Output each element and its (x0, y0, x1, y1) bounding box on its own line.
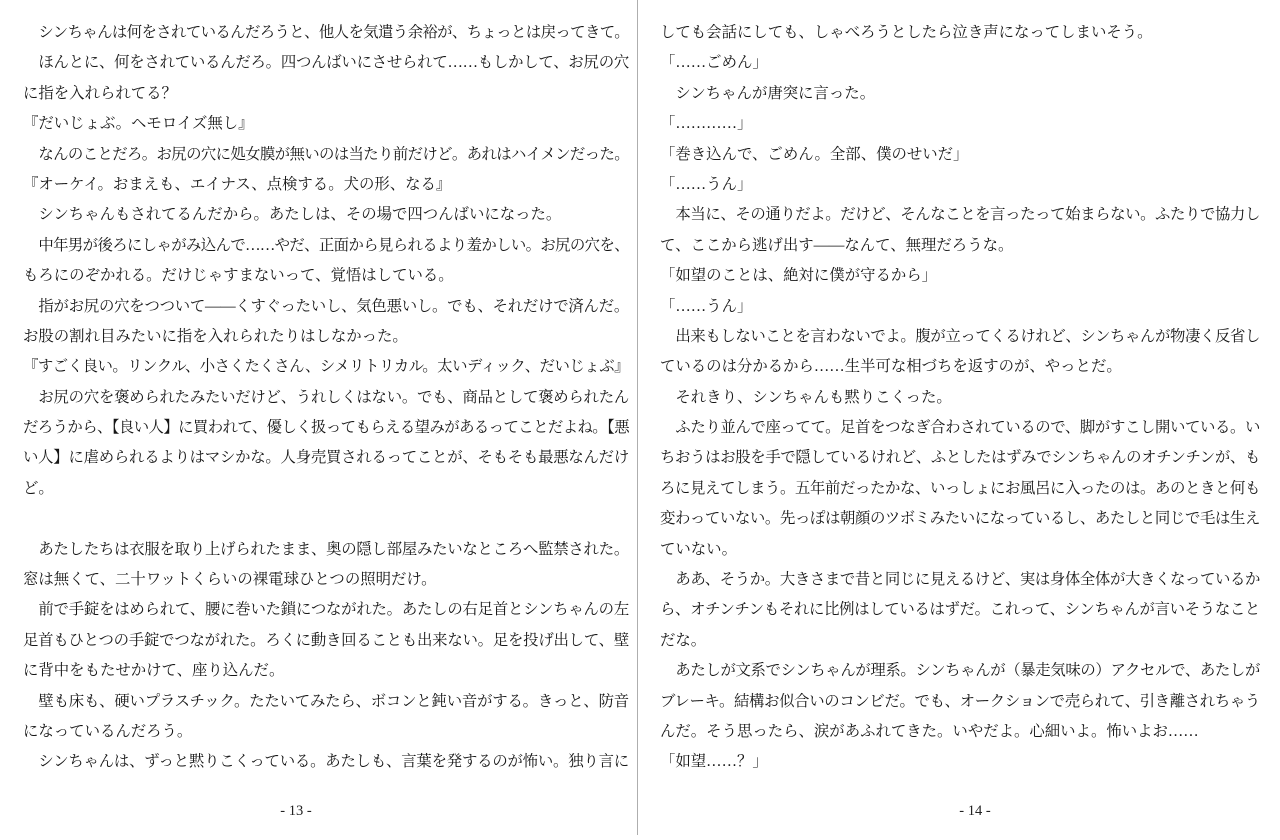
text-line: 「……うん」 (660, 175, 753, 193)
text-line: ろに見えてしまう。五年前だったかな、いっしょにお風呂に入ったのは。あのときと何も (660, 479, 1260, 497)
text-line: だろうから、【良い人】に買われて、優しく扱ってもらえる望みがあるってことだよね。【悪 (23, 419, 630, 437)
text-line: 中年男が後ろにしゃがみ込んで……やだ、正面から見られるより羞かしい。お尻の穴を、 (38, 236, 629, 254)
text-line: ふたり並んで座ってて。足首をつなぎ合わされているので、脚がすこし開いている。い (675, 419, 1260, 437)
page-13 (23, 18, 629, 778)
text-line (23, 504, 629, 534)
page-14-text (660, 18, 1260, 778)
text-line: 前で手錠をはめられて、腰に巻いた鎖につながれた。あたしの右足首とシンちゃんの左 (38, 601, 630, 619)
text-line: 「如望……？」 (660, 753, 768, 771)
text-line: 壁も床も、硬いプラスチック。たたいてみたら、ボコンと鈍い音がする。きっと、防音 (38, 692, 629, 710)
text-line: お尻の穴を褒められたみたいだけど、うれしくはない。でも、商品として褒められたん (38, 388, 629, 406)
text-line: 窓は無くて、二十ワットくらいの裸電球ひとつの照明だけ。 (23, 571, 437, 589)
text-line: 『すごく良い。リンクル、小さくたくさん、シメリトリカル。太いディック、だいじょぶ』 (23, 358, 629, 376)
text-line: 「巻き込んで、ごめん。全部、僕のせいだ」 (660, 145, 969, 163)
text-line: ど。 (23, 479, 54, 497)
text-line: シンちゃんは、ずっと黙りこくっている。あたしも、言葉を発するのが怖い。独り言に (38, 753, 629, 771)
text-line: 「如望のことは、絶対に僕が守るから」 (660, 267, 938, 285)
text-line: て、ここから逃げ出す――なんて、無理だろうな。 (660, 236, 1014, 254)
text-line: ああ、そうか。大きさまで昔と同じに見えるけど、実は身体全体が大きくなっているか (675, 571, 1260, 589)
text-line: ているのは分かるから……生半可な相づちを返すのが、やっとだ。 (660, 358, 1122, 376)
text-line: 足首もひとつの手錠でつながれた。ろくに動き回ることも出来ない。足を投げ出して、壁 (23, 631, 630, 649)
text-line: あたしたちは衣服を取り上げられたまま、奥の隠し部屋みたいなところへ監禁された。 (38, 540, 629, 558)
text-line: ちおうはお股を手で隠しているけれど、ふとしたはずみでシンちゃんのオチンチンが、も (660, 449, 1260, 467)
text-line: い人】に虐められるよりはマシかな。人身売買されるってことが、そもそも最悪なんだけ (23, 449, 629, 467)
text-line: 「…………」 (660, 115, 753, 133)
text-line: んだ。そう思ったら、涙があふれてきた。いやだよ。心細いよ。怖いよお…… (660, 722, 1199, 740)
text-line: あたしが文系でシンちゃんが理系。シンちゃんが（暴走気味の）アクセルで、あたしが (675, 662, 1260, 680)
text-line: ていない。 (660, 540, 737, 558)
text-line: シンちゃんもされてるんだから。あたしは、その場で四つんばいになった。 (38, 206, 562, 224)
text-line: ほんとに、何をされているんだろ。四つんばいにさせられて……もしかして、お尻の穴 (38, 54, 629, 72)
text-line: シンちゃんが唐突に言った。 (675, 84, 876, 102)
text-line: に背中をもたせかけて、座り込んだ。 (23, 662, 285, 680)
text-line: お股の割れ目みたいに指を入れられたりはしなかった。 (23, 327, 408, 345)
text-line: 『オーケイ。おまえも、エイナス、点検する。犬の形、なる』 (23, 175, 452, 193)
text-line: しても会話にしても、しゃべろうとしたら泣き声になってしまいそう。 (660, 24, 1153, 41)
text-line: ら、オチンチンもそれに比例はしているはずだ。これって、シンちゃんが言いそうなこと (660, 601, 1260, 619)
text-line: ブレーキ。結構お似合いのコンビだ。でも、オークションで売られて、引き離されちゃう (660, 692, 1260, 710)
page-13-text (23, 18, 629, 778)
text-line: 『だいじょぶ。ヘモロイズ無し』 (23, 115, 254, 133)
page-14 (660, 18, 1260, 778)
text-line: 指がお尻の穴をつついて――くすぐったいし、気色悪いし。でも、それだけで済んだ。 (38, 297, 629, 315)
text-line: 「……うん」 (660, 297, 753, 315)
text-line: 本当に、その通りだよ。だけど、そんなことを言ったって始まらない。ふたりで協力し (675, 206, 1260, 224)
text-line: それきり、シンちゃんも黙りこくった。 (675, 388, 952, 406)
text-line: に指を入れられてる？ (23, 84, 177, 102)
text-line: 「……ごめん」 (660, 54, 768, 72)
page-number-right: - 14 - (959, 803, 991, 819)
text-line: だな。 (660, 631, 707, 649)
text-line: もろにのぞかれる。だけじゃすまないって、覚悟はしている。 (23, 267, 454, 285)
text-line: 出来もしないことを言わないでよ。腹が立ってくるけれど、シンちゃんが物凄く反省し (675, 327, 1260, 345)
page-number-left: - 13 - (280, 803, 312, 819)
text-line: になっているんだろう。 (23, 722, 193, 740)
text-line: 変わっていない。先っぽは朝顔のツボミみたいになっているし、あたしと同じで毛は生え (660, 510, 1261, 528)
text-line: シンちゃんは何をされているんだろうと、他人を気遣う余裕が、ちょっとは戻ってきて。 (38, 24, 630, 41)
text-line: なんのことだろ。お尻の穴に処女膜が無いのは当たり前だけど。あれはハイメンだった。 (38, 145, 629, 163)
page-divider (637, 0, 638, 835)
